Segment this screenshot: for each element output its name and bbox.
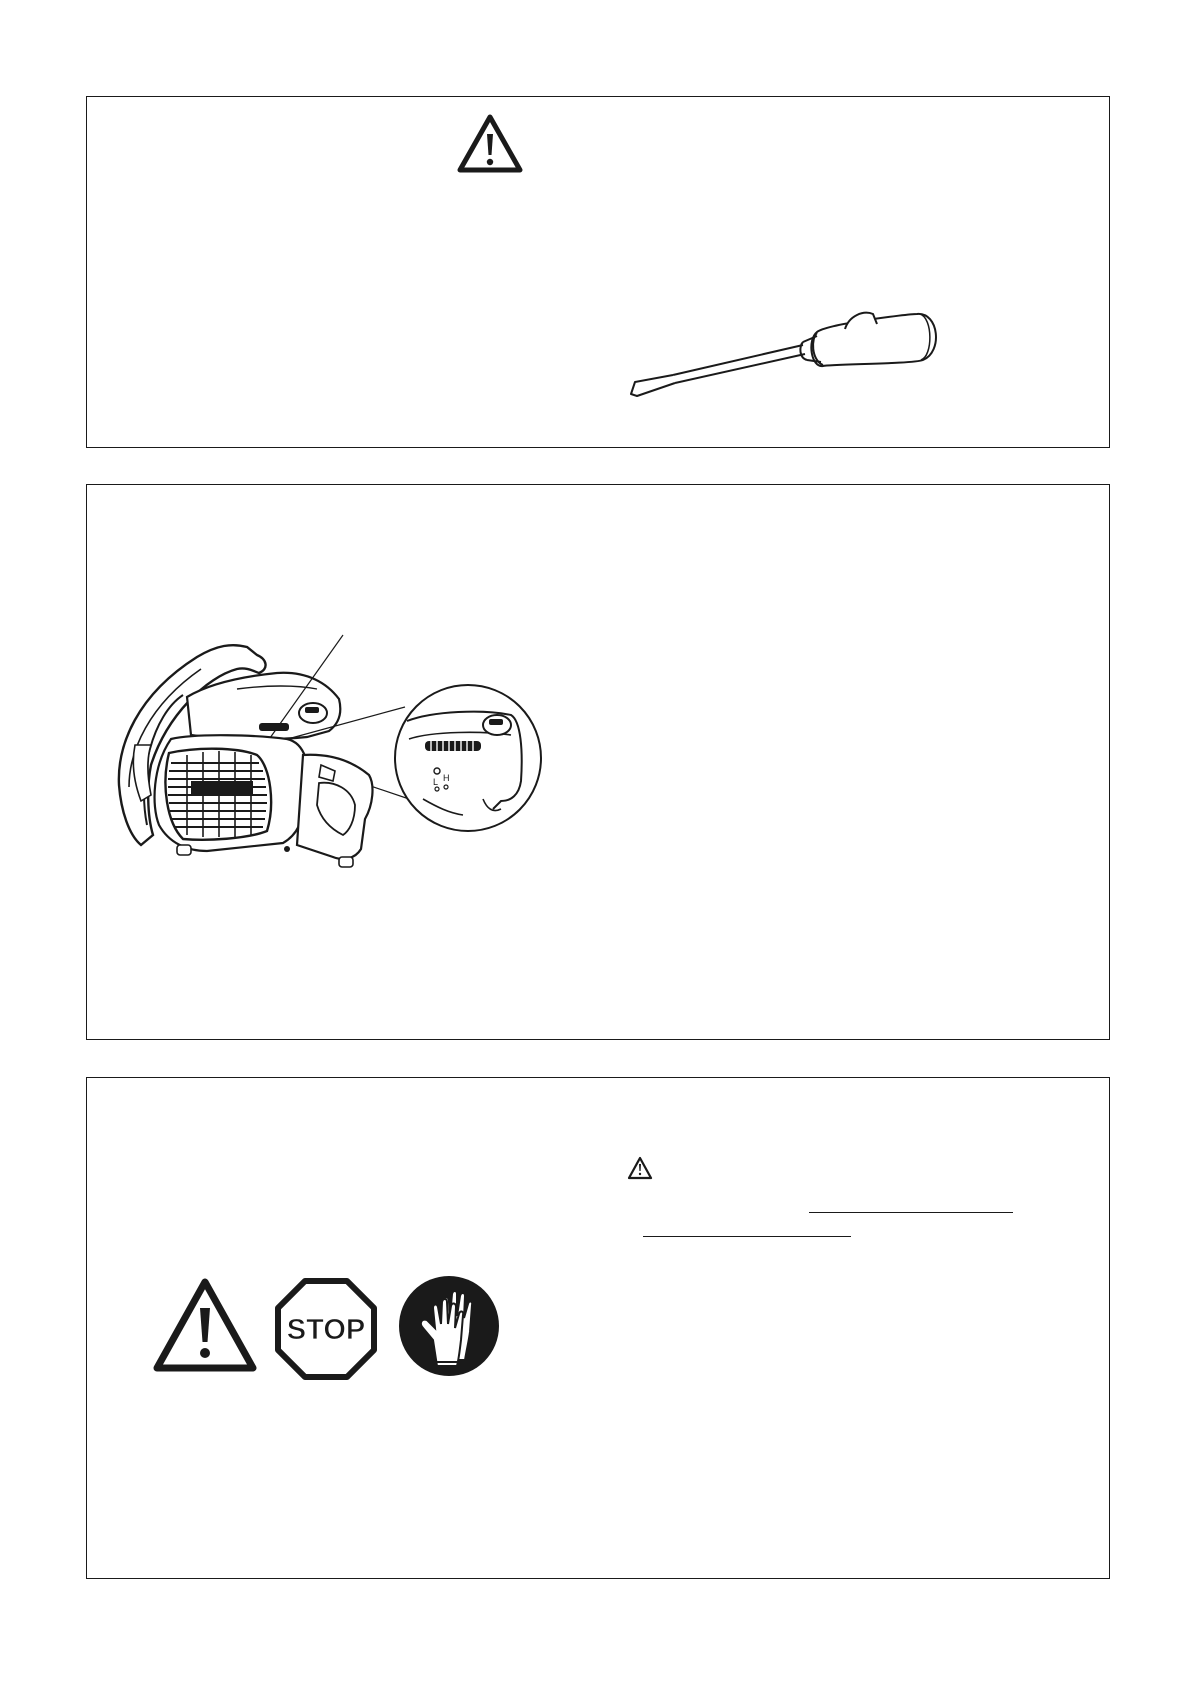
low-speed-label: L: [433, 777, 439, 787]
warning-triangle-icon: [457, 114, 523, 174]
underline-rule: [809, 1212, 1013, 1213]
high-speed-label: H: [443, 773, 450, 783]
power-cutter-illustration: [107, 625, 627, 915]
panel-cutter: [86, 484, 1110, 1040]
warning-triangle-icon: [153, 1278, 257, 1374]
stop-label: STOP: [286, 1314, 366, 1346]
screwdriver-illustration: [627, 302, 1037, 412]
protective-gloves-icon: [397, 1274, 501, 1378]
stop-sign-icon: [275, 1278, 377, 1380]
panel-safety: [86, 1077, 1110, 1579]
underline-rule: [643, 1236, 851, 1237]
panel-screwdriver: [86, 96, 1110, 448]
small-warning-triangle-icon: [627, 1156, 653, 1180]
adjustment-screws-detail: [393, 681, 543, 835]
